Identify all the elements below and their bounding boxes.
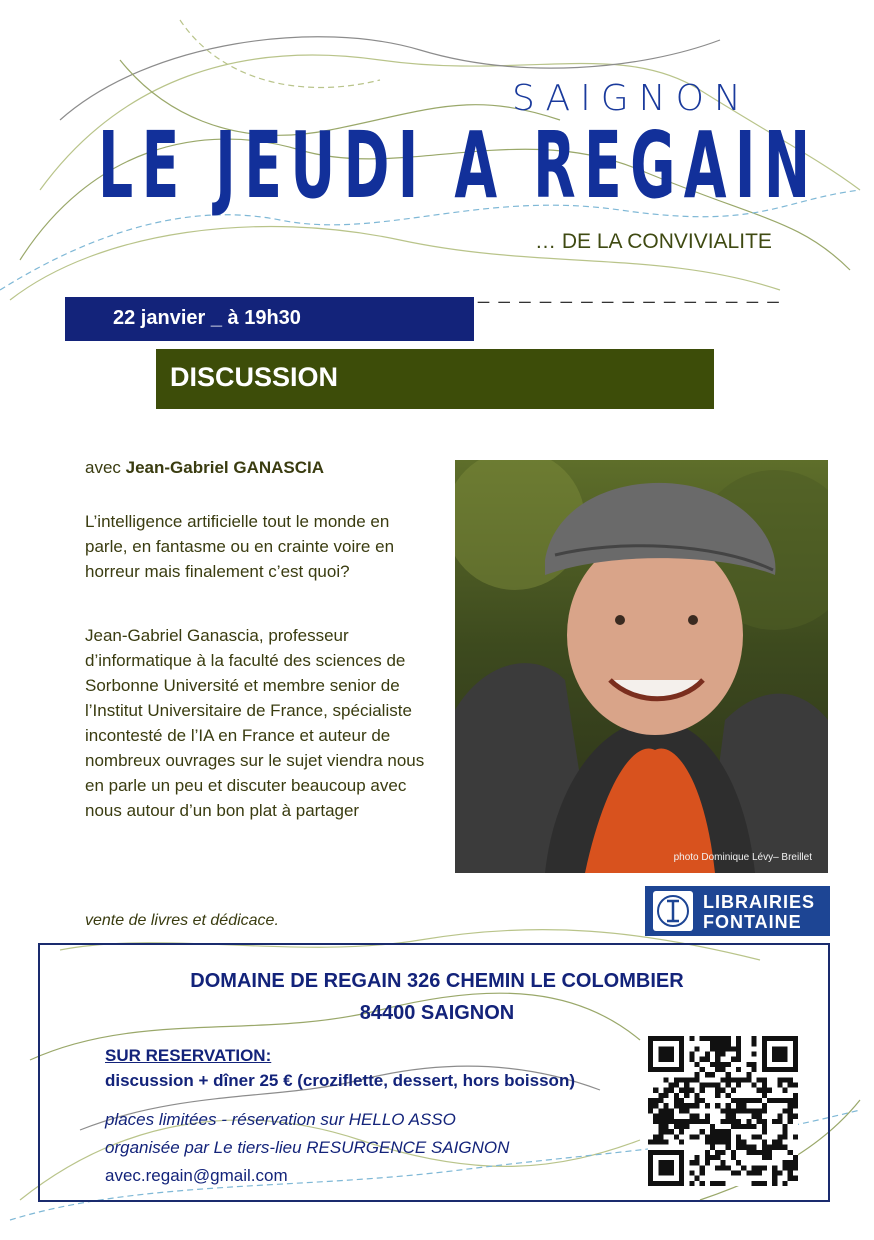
sponsor-name: [703, 892, 815, 932]
photo-credit: photo Dominique Lévy– Breillet: [673, 852, 812, 863]
places-note: places limitées - réservation sur HELLO ASSO: [105, 1110, 456, 1129]
organizer-note: organisée par Le tiers-lieu RESURGENCE SAIGNON: [105, 1138, 510, 1157]
event-series-title: LE JEUDI A REGAIN: [98, 112, 819, 219]
book-sale-note: vente de livres et dédicace.: [85, 912, 279, 929]
venue-address-line-1: DOMAINE DE REGAIN 326 CHEMIN LE COLOMBIER: [190, 970, 684, 992]
speaker-photo: [455, 460, 828, 873]
guest-prefix: avec: [85, 458, 126, 477]
librairies-fontaine-logo: [645, 886, 830, 936]
location-title: SAIGNON: [512, 78, 751, 119]
reservation-detail: discussion + dîner 25 € (croziflette, dessert, hors boisson): [105, 1071, 575, 1090]
event-type-text: DISCUSSION: [170, 362, 339, 392]
event-type-banner: [156, 349, 714, 409]
venue-address-line-2: 84400 SAIGNON: [359, 1002, 515, 1024]
bio-paragraph: Jean-Gabriel Ganascia, professeur d’informatique à la faculté des sciences de Sorbonne Université et membre senior de l’Institut Universitaire de France, spécialiste incontesté de l’IA en France et auteur de nombreux ouvrages sur le sujet viendra nous en parle un peu et discuter beaucoup avec nous autour d’un bon plat à partager: [85, 626, 425, 820]
guest-line: [85, 458, 324, 478]
speaker-portrait-illustration: [455, 460, 828, 873]
guest-name: Jean-Gabriel GANASCIA: [125, 458, 325, 477]
qr-code-icon[interactable]: [648, 1036, 798, 1186]
bookstore-emblem-icon: [653, 891, 693, 931]
date-time-text: 22 janvier _ à 19h30: [113, 307, 301, 329]
sponsor-line-2: FONTAINE: [703, 912, 802, 932]
sponsor-line-1: LIBRAIRIES: [703, 892, 816, 912]
date-banner: [65, 297, 474, 341]
reservation-title: SUR RESERVATION:: [105, 1046, 272, 1065]
intro-paragraph: L’intelligence artificielle tout le monde en parle, en fantasme ou en crainte voire en horreur mais finalement c’est quoi?: [85, 512, 395, 581]
contact-email[interactable]: avec.regain@gmail.com: [105, 1166, 288, 1185]
tagline: … DE LA CONVIVIALITE: [535, 230, 772, 253]
tagline-dashes: _ _ _ _ _ _ _ _ _ _ _ _ _ _ _: [478, 282, 781, 304]
